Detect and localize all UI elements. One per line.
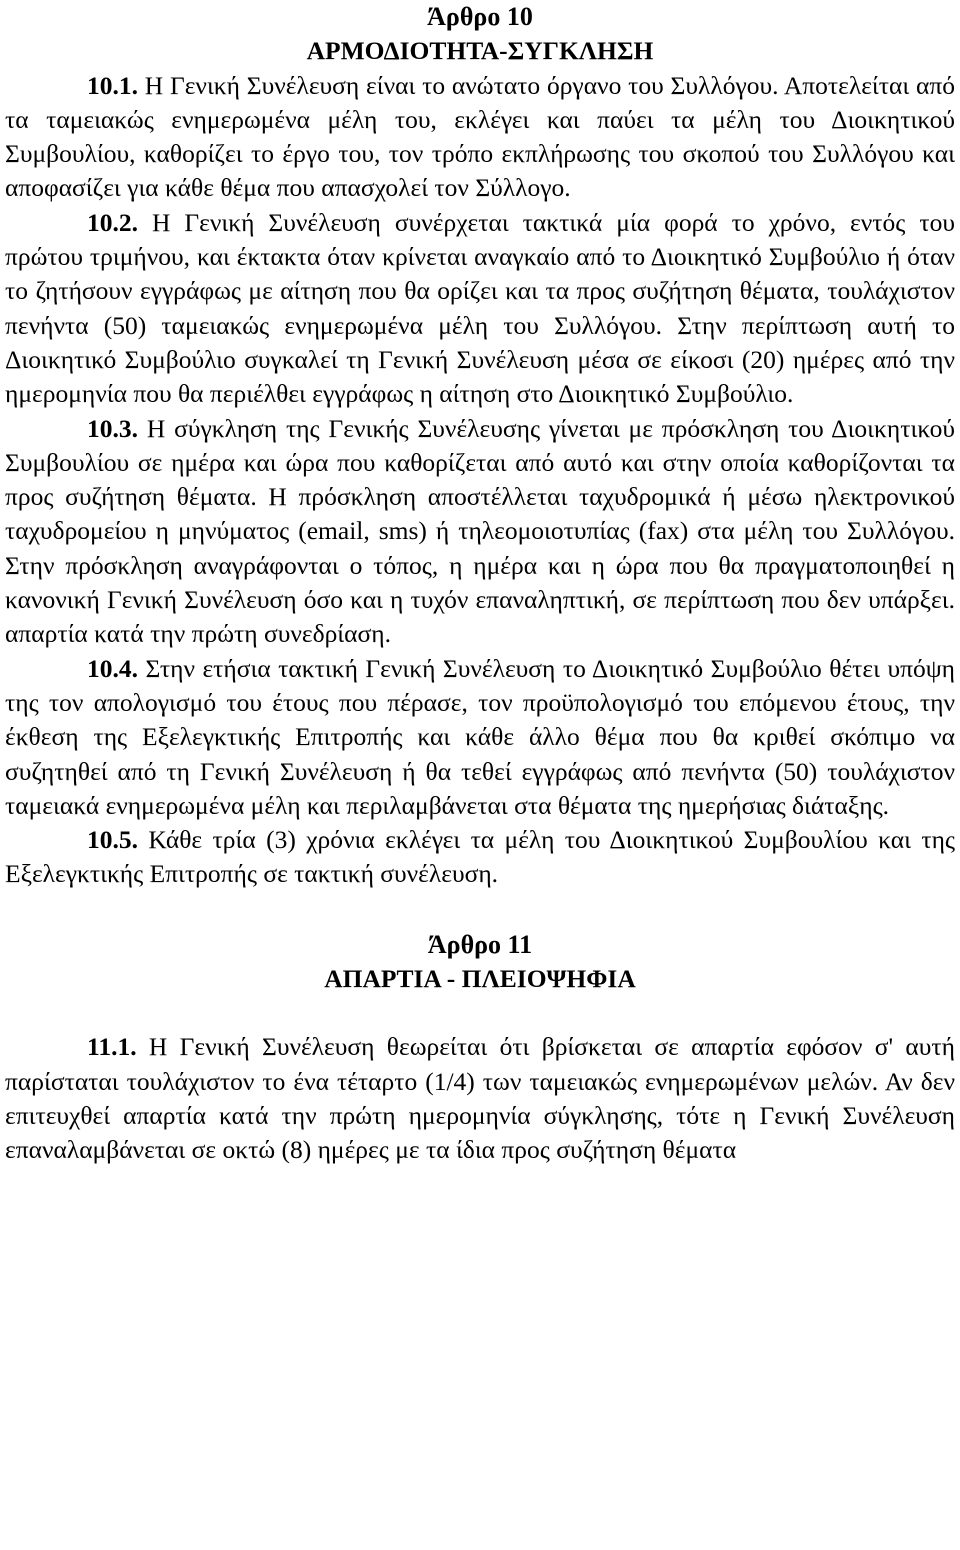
paragraph-number: 10.1.	[87, 70, 138, 100]
paragraph-10-4	[5, 652, 955, 823]
paragraph-10-5	[5, 823, 955, 892]
paragraph-text: Στην ετήσια τακτική Γενική Συνέλευση το Διοικητικό Συμβούλιο θέτει υπόψη της τον απολογισμό του έτους που πέρασε, τον προϋπολογισμό του επόμενου έτους, την έκθεση της Εξελεγκτικής Επιτροπής και κάθε άλλο θέμα που θα κριθεί σκόπιμο να συζητηθεί από τη Γενική Συνέλευση ή θα τεθεί εγγράφως από πενήντα (50) τουλάχιστον ταμειακά ενημερωμένα μέλη και περιλαμβάνεται στα θέματα της ημερήσιας διάταξης.	[5, 653, 955, 820]
document-page	[5, 0, 955, 1168]
paragraph-11-1	[5, 1030, 955, 1167]
paragraph-text: Η Γενική Συνέλευση θεωρείται ότι βρίσκεται σε απαρτία εφόσον σ' αυτή παρίσταται τουλάχιστον το ένα τέταρτο (1/4) των ταμειακώς ενημερωμένων μελών. Αν δεν επιτευχθεί απαρτία κατά την πρώτη ημερομηνία σύγκλησης, τότε η Γενική Συνέλευση επαναλαμβάνεται σε οκτώ (8) ημέρες με τα ίδια προς συζήτηση θέματα	[5, 1032, 955, 1165]
paragraph-text: Η Γενική Συνέλευση είναι το ανώτατο όργανο του Συλλόγου. Αποτελείται από τα ταμειακώς ενημερωμένα μέλη του, εκλέγει και παύει τα μέλη του Διοικητικού Συμβουλίου, καθορίζει το έργο του, τον τρόπο εκπλήρωσης του σκοπού του Συλλόγου και αποφασίζει για κάθε θέμα που απασχολεί τον Σύλλογο.	[5, 70, 955, 203]
article-11-subtitle: ΑΠΑΡΤΙΑ - ΠΛΕΙΟΨΗΦΙΑ	[324, 964, 636, 994]
article-10-subtitle: ΑΡΜΟΔΙΟΤΗΤΑ-ΣΥΓΚΛΗΣΗ	[306, 36, 654, 66]
article-11	[5, 928, 955, 1168]
paragraph-number: 10.2.	[87, 207, 138, 237]
paragraph-text: Η Γενική Συνέλευση συνέρχεται τακτικά μία φορά το χρόνο, εντός του πρώτου τριμήνου, και έκτακτα όταν κρίνεται αναγκαίο από το Διοικητικό Συμβούλιο ή όταν το ζητήσουν εγγράφως με αίτηση που θα ορίζει και τα προς συζήτηση θέματα, τουλάχιστον πενήντα (50) ταμειακώς ενημερωμένα μέλη του Συλλόγου. Στην περίπτωση αυτή το Διοικητικό Συμβούλιο συγκαλεί τη Γενική Συνέλευση μέσα σε είκοσι (20) ημέρες από την ημερομηνία που θα περιέλθει εγγράφως η αίτηση στο Διοικητικό Συμβούλιο.	[5, 207, 955, 409]
article-10-title: Άρθρο 10	[427, 2, 533, 31]
article-10	[5, 0, 955, 892]
paragraph-text: Η σύγκληση της Γενικής Συνέλευσης γίνεται με πρόσκληση του Διοικητικού Συμβουλίου σε ημέρα και ώρα που καθορίζεται από αυτό και στην οποία καθορίζονται τα προς συζήτηση θέματα. Η πρόσκληση αποστέλλεται ταχυδρομικά ή μέσω ηλεκτρονικού ταχυδρομείου η μηνύματος (email, sms) ή τηλεομοιοτυπίας (fax) στα μέλη του Συλλόγου. Στην πρόσκληση αναγράφονται ο τόπος, η ημέρα και η ώρα που θα πραγματοποιηθεί η κανονική Γενική Συνέλευση όσο και η τυχόν επαναληπτική, σε περίπτωση που δεν υπάρξει. απαρτία κατά την πρώτη συνεδρίαση.	[5, 413, 955, 649]
paragraph-number: 10.4.	[87, 653, 138, 683]
paragraph-number: 10.3.	[87, 413, 138, 443]
paragraph-10-2	[5, 206, 955, 412]
paragraph-number: 11.1.	[87, 1032, 137, 1062]
paragraph-10-1	[5, 69, 955, 206]
paragraph-number: 10.5.	[87, 825, 138, 855]
paragraph-10-3	[5, 412, 955, 652]
paragraph-text: Κάθε τρία (3) χρόνια εκλέγει τα μέλη του Διοικητικού Συμβουλίου και της Εξελεγκτικής Επιτροπής σε τακτική συνέλευση.	[5, 825, 955, 889]
article-11-title: Άρθρο 11	[427, 929, 533, 959]
